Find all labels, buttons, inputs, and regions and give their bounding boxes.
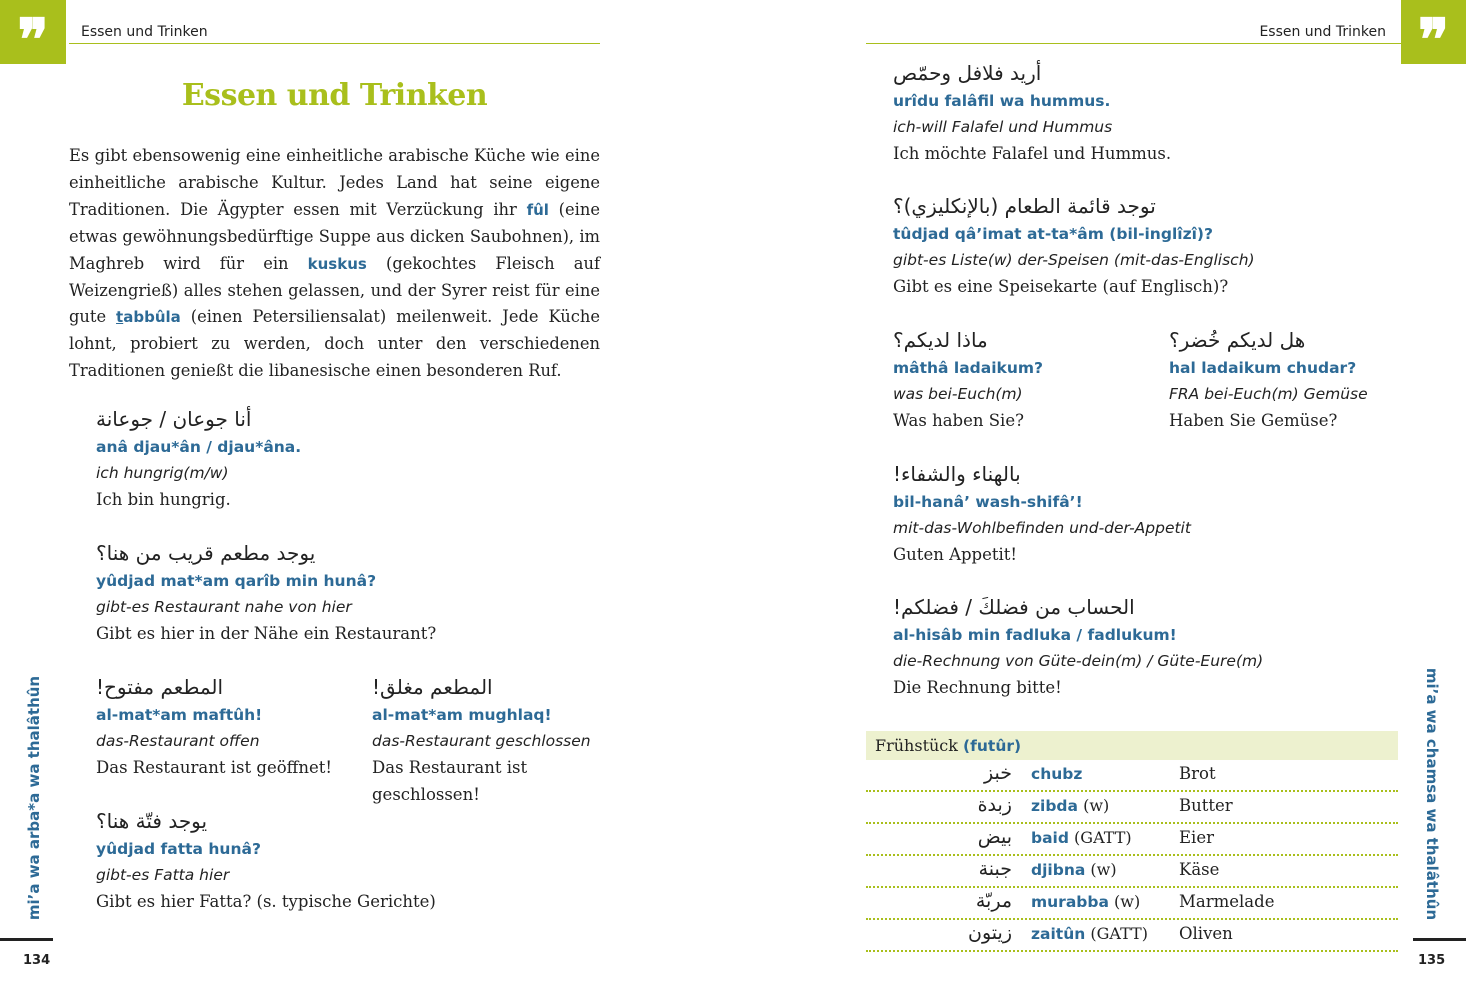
header-rule-right	[866, 43, 1401, 44]
german-word: Eier	[1179, 828, 1214, 847]
german-translation: Guten Appetit!	[893, 545, 1018, 564]
german-translation: Die Rechnung bitte!	[893, 678, 1062, 697]
literal-translation: ich-will Falafel und Hummus	[893, 118, 1113, 136]
arabic-text: أريد فلافل وحمّص	[893, 61, 1042, 85]
transliteration-cell	[1031, 892, 1140, 911]
intro-paragraph	[69, 143, 600, 385]
table-row	[866, 920, 1398, 952]
literal-translation: das-Restaurant geschlossen	[372, 732, 591, 750]
phrase-example	[893, 459, 1393, 568]
arabic-word: بيض	[977, 826, 1012, 848]
quote-icon: ❞	[0, 0, 66, 64]
transliteration: murabba	[1031, 893, 1109, 911]
literal-translation: die-Rechnung von Güte-dein(m) / Güte-Eure(m)	[893, 652, 1264, 670]
transliteration: djibna	[1031, 861, 1086, 879]
transliteration: zibda	[1031, 797, 1078, 815]
german-translation: Ich möchte Falafel und Hummus.	[893, 144, 1172, 163]
running-header-left: Essen und Trinken	[81, 24, 208, 40]
transliteration: yûdjad fatta hunâ?	[96, 840, 261, 858]
grammar-note: (GATT)	[1085, 924, 1148, 943]
german-translation: Gibt es eine Speisekarte (auf Englisch)?	[893, 277, 1229, 296]
german-translation: Das Restaurant ist geschlossen!	[372, 758, 528, 804]
grammar-note: (GATT)	[1068, 828, 1132, 847]
phrase-example	[96, 538, 596, 647]
german-translation: Gibt es hier in der Nähe ein Restaurant?	[96, 624, 437, 643]
transliteration: hal ladaikum chudar?	[1169, 359, 1357, 377]
german-translation: Gibt es hier Fatta? (s. typische Gerichte)	[96, 892, 436, 911]
sidebar-page-word-right: mi’a wa chamsa wa thalâthûn	[1423, 667, 1441, 921]
transliteration: al-mat*am mughlaq!	[372, 706, 552, 724]
transliteration: yûdjad mat*am qarîb min hunâ?	[96, 572, 377, 590]
table-header-label: Frühstück	[875, 736, 964, 755]
quote-icon: ❞	[1401, 0, 1466, 64]
transliteration: al-mat*am maftûh!	[96, 706, 263, 724]
literal-translation: ich hungrig(m/w)	[96, 464, 229, 482]
arabic-word: خبز	[984, 762, 1012, 784]
literal-translation: FRA bei-Euch(m) Gemüse	[1169, 385, 1368, 403]
table-header	[866, 731, 1398, 760]
vocabulary-table	[866, 731, 1398, 952]
german-word: Oliven	[1179, 924, 1233, 943]
arabic-text: يوجد فتّة هنا؟	[96, 809, 208, 833]
keyword: t	[116, 308, 124, 327]
literal-translation: gibt-es Liste(w) der-Speisen (mit-das-Englisch)	[893, 251, 1255, 269]
transliteration: al-hisâb min fadluka / fadlukum!	[893, 626, 1177, 644]
arabic-word: زيتون	[968, 922, 1012, 944]
grammar-note: (w)	[1077, 796, 1110, 815]
intro-text: (gekochtes Fleisch auf Weizengrieß) alles stehen gelassen, und der Syrer reist für eine gute	[69, 253, 600, 327]
arabic-word: جبنة	[978, 858, 1012, 880]
german-word: Butter	[1179, 796, 1233, 815]
table-row	[866, 888, 1398, 920]
running-header-right: Essen und Trinken	[1259, 24, 1386, 40]
phrase-example	[893, 592, 1393, 701]
table-header-keyword: (futûr)	[963, 737, 1022, 755]
phrase-example	[372, 672, 600, 808]
literal-translation: was bei-Euch(m)	[893, 385, 1023, 403]
header-rule-left	[69, 43, 600, 44]
arabic-word: مربّة	[975, 890, 1012, 912]
german-translation: Ich bin hungrig.	[96, 490, 231, 509]
transliteration-cell	[1031, 828, 1132, 847]
table-row	[866, 856, 1398, 888]
german-translation: Was haben Sie?	[893, 411, 1024, 430]
literal-translation: gibt-es Restaurant nahe von hier	[96, 598, 352, 616]
transliteration-cell	[1031, 796, 1109, 815]
page-title: Essen und Trinken	[181, 78, 488, 113]
transliteration: urîdu falâfil wa hummus.	[893, 92, 1111, 110]
phrase-example	[893, 191, 1393, 300]
transliteration-cell	[1031, 764, 1082, 783]
transliteration-cell	[1031, 924, 1148, 943]
intro-text: (einen Petersiliensalat) meilenweit. Jede Küche lohnt, probiert zu werden, doch unter den verschiedenen Traditionen genießt die libanesische einen besonderen Ruf.	[69, 307, 600, 381]
arabic-text: الحساب من فضلكَ / فضلكم!	[893, 595, 1135, 619]
keyword: abbûla	[123, 308, 181, 327]
transliteration: bil-hanâ’ wash-shifâ’!	[893, 493, 1083, 511]
keyword: kuskus	[307, 254, 367, 273]
intro-text: Es gibt ebensowenig eine einheitliche arabische Küche wie eine einheitliche arabische Kultur. Jedes Land hat seine eigene Traditionen. Die Ägypter essen mit Verzückung ihr	[69, 146, 600, 219]
german-translation: Haben Sie Gemüse?	[1169, 411, 1338, 430]
phrase-example	[893, 325, 1163, 434]
transliteration-cell	[1031, 860, 1117, 879]
arabic-text: هل لديكم خُضر؟	[1169, 328, 1306, 352]
transliteration: tûdjad qâ’imat at-ta*âm (bil-inglîzî)?	[893, 225, 1213, 243]
german-word: Marmelade	[1179, 892, 1275, 911]
transliteration: zaitûn	[1031, 925, 1086, 943]
keyword: fûl	[526, 200, 549, 219]
table-row	[866, 760, 1398, 792]
grammar-note: (w)	[1108, 892, 1141, 911]
arabic-text: المطعم مغلق!	[372, 675, 493, 699]
arabic-text: المطعم مفتوح!	[96, 675, 224, 699]
page-number-rule-left	[0, 938, 53, 941]
page-number-left: 134	[23, 953, 51, 968]
arabic-text: ماذا لديكم؟	[893, 328, 988, 352]
sidebar-page-word-left: mi’a wa arba*a wa thalâthûn	[25, 675, 43, 921]
german-word: Käse	[1179, 860, 1220, 879]
phrase-example	[1169, 325, 1399, 434]
transliteration: chubz	[1031, 765, 1083, 783]
literal-translation: mit-das-Wohlbefinden und-der-Appetit	[893, 519, 1191, 537]
arabic-text: يوجد مطعم قريب من هنا؟	[96, 541, 316, 565]
table-row	[866, 824, 1398, 856]
literal-translation: das-Restaurant offen	[96, 732, 260, 750]
arabic-text: أنا جوعان / جوعانة	[96, 407, 252, 431]
german-translation: Das Restaurant ist geöffnet!	[96, 758, 333, 777]
intro-text: (eine etwas gewöhnungsbedürftige Suppe aus dicken Saubohnen), im Maghreb wird für ein	[69, 199, 600, 273]
grammar-note: (w)	[1085, 860, 1117, 879]
transliteration: mâthâ ladaikum?	[893, 359, 1044, 377]
arabic-word: زبدة	[977, 794, 1012, 816]
phrase-example	[893, 58, 1393, 167]
phrase-example	[96, 404, 596, 513]
literal-translation: gibt-es Fatta hier	[96, 866, 230, 884]
phrase-example	[96, 672, 366, 781]
transliteration: baid	[1031, 829, 1069, 847]
page-number-rule-right	[1413, 938, 1466, 941]
page-number-right: 135	[1418, 953, 1446, 968]
transliteration: anâ djau*ân / djau*âna.	[96, 438, 302, 456]
arabic-text: بالهناء والشفاء!	[893, 462, 1021, 486]
arabic-text: توجد قائمة الطعام (بالإنكليزي)؟	[893, 194, 1156, 218]
phrase-example	[96, 806, 596, 915]
table-row	[866, 792, 1398, 824]
german-word: Brot	[1179, 764, 1216, 783]
